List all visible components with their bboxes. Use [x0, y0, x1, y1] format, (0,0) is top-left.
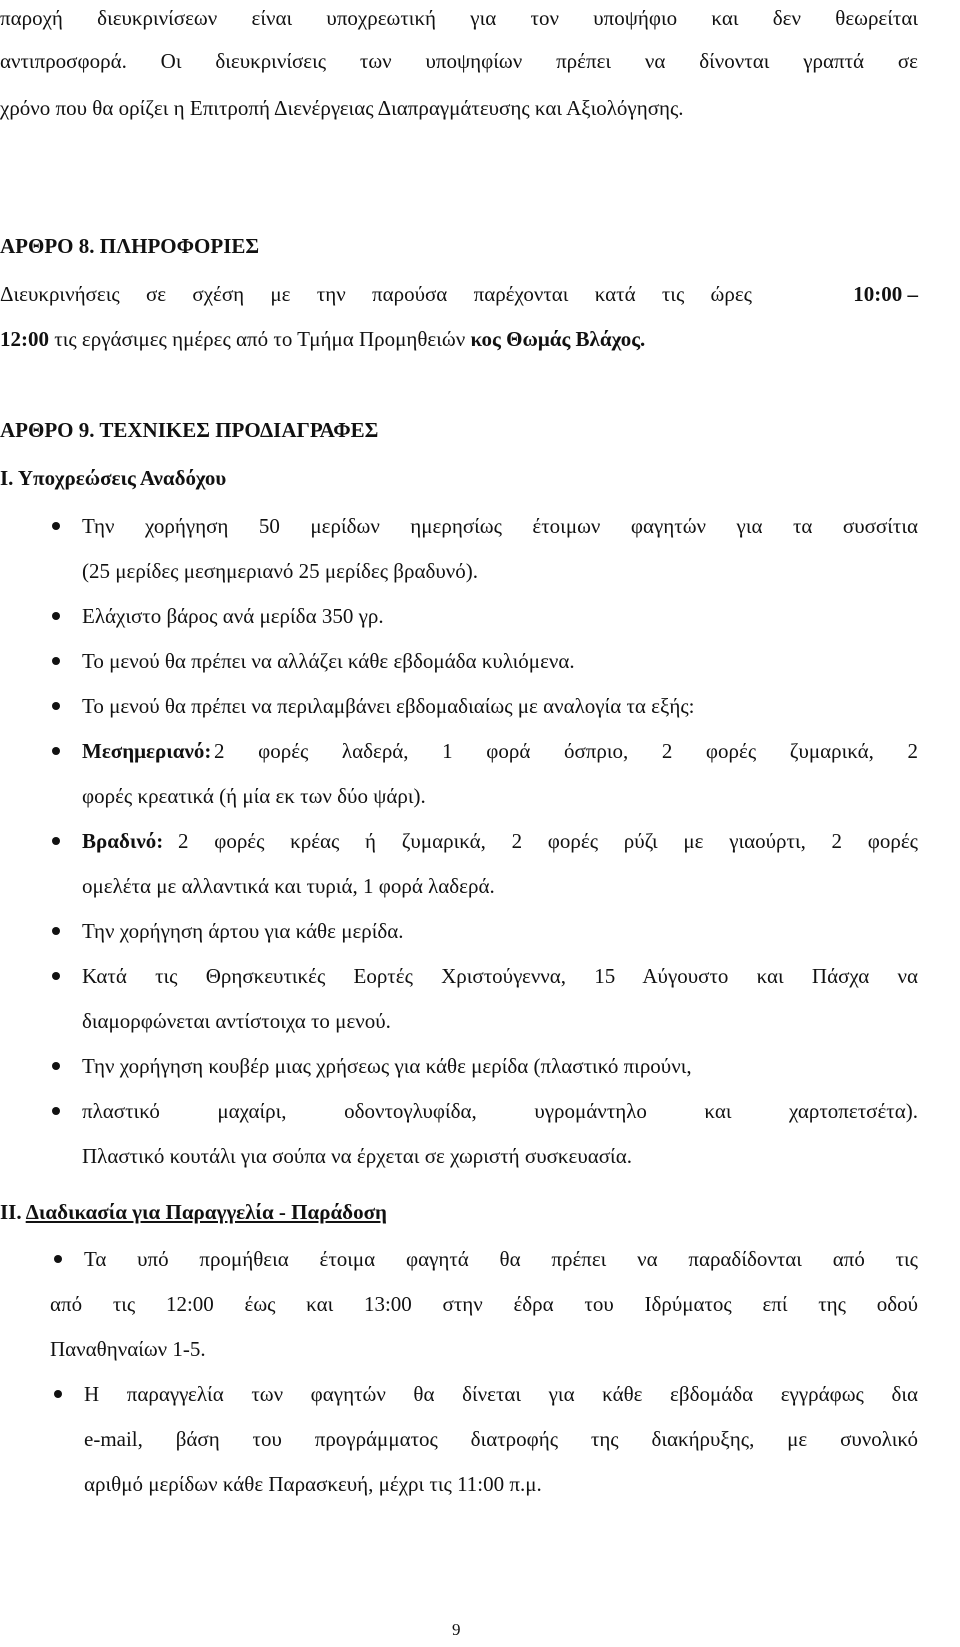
- bullet-3: Το μενού θα πρέπει να αλλάζει κάθε εβδομάδα κυλιόμενα.: [82, 649, 575, 673]
- bullet-icon: [52, 927, 60, 935]
- bullet-icon: [54, 1255, 62, 1263]
- bullet-8-line-2: διαμορφώνεται αντίστοιχα το μενού.: [82, 1009, 391, 1033]
- article-8-hours-end: 12:00: [0, 327, 49, 351]
- bullet-2: Ελάχιστο βάρος ανά μερίδα 350 γρ.: [82, 604, 384, 628]
- bullet-1-line-1: Την χορήγηση 50 μερίδων ημερησίως έτοιμων φαγητών για τα συσσίτια: [82, 514, 918, 538]
- bullet-7: Την χορήγηση άρτου για κάθε μερίδα.: [82, 919, 404, 943]
- bullet-5-line-2: φορές κρεατικά (ή μία εκ των δύο ψάρι).: [82, 784, 426, 808]
- bullet-9: Την χορήγηση κουβέρ μιας χρήσεως για κάθε μερίδα (πλαστικό πιρούνι,: [82, 1054, 692, 1078]
- contact-person: κος Θωμάς Βλάχος.: [470, 327, 646, 351]
- dinner-text: 2 φορές κρέας ή ζυμαρικά, 2 φορές ρύζι με γιαούρτι, 2 φορές: [178, 829, 918, 853]
- section-2-number: ΙΙ.: [0, 1200, 26, 1224]
- bullet-icon: [52, 747, 60, 755]
- bullet-icon: [52, 522, 60, 530]
- bullet-icon: [52, 1107, 60, 1115]
- delivery-line-1: Τα υπό προμήθεια έτοιμα φαγητά θα πρέπει να παραδίδονται από τις: [84, 1247, 918, 1271]
- order-line-2: e-mail, βάση του προγράμματος διατροφής της διακήρυξης, με συνολικό: [84, 1427, 918, 1451]
- intro-line-2: αντιπροσφορά. Οι διευκρινίσεις των υποψηφίων πρέπει να δίνονται γραπτά σε: [0, 49, 918, 73]
- page-number: 9: [452, 1620, 461, 1639]
- bullet-6-line-2: ομελέτα με αλλαντικά και τυριά, 1 φορά λαδερά.: [82, 874, 495, 898]
- lunch-label: Μεσημεριανό:: [82, 739, 212, 763]
- bullet-icon: [54, 1390, 62, 1398]
- intro-line-3: χρόνο που θα ορίζει η Επιτροπή Διενέργειας Διαπραγμάτευσης και Αξιολόγησης.: [0, 96, 684, 120]
- bullet-icon: [52, 1062, 60, 1070]
- bullet-icon: [52, 612, 60, 620]
- article-8-line-2-text: τις εργάσιμες ημέρες από το Τμήμα Προμηθειών: [49, 327, 471, 351]
- section-2-title-text: Διαδικασία για Παραγγελία - Παράδοση: [25, 1200, 387, 1224]
- bullet-icon: [52, 657, 60, 665]
- section-2-title: [0, 1198, 387, 1226]
- bullet-icon: [52, 837, 60, 845]
- delivery-line-2: από τις 12:00 έως και 13:00 στην έδρα του Ιδρύματος επί της οδού: [50, 1292, 918, 1316]
- dinner-label: Βραδινό:: [82, 829, 164, 853]
- lunch-text: 2 φορές λαδερά, 1 φορά όσπριο, 2 φορές ζυμαρικά, 2: [214, 739, 918, 763]
- bullet-4: Το μενού θα πρέπει να περιλαμβάνει εβδομαδιαίως με αναλογία τα εξής:: [82, 694, 695, 718]
- article-8-hours-start: 10:00 –: [853, 282, 918, 306]
- section-1-title: Ι. Υποχρεώσεις Αναδόχου: [0, 466, 227, 490]
- intro-line-1: παροχή διευκρινίσεων είναι υποχρεωτική για τον υποψήφιο και δεν θεωρείται: [0, 6, 918, 30]
- bullet-10-line-1: πλαστικό μαχαίρι, οδοντογλυφίδα, υγρομάντηλο και χαρτοπετσέτα).: [82, 1099, 918, 1123]
- order-line-1: Η παραγγελία των φαγητών θα δίνεται για κάθε εβδομάδα εγγράφως δια: [84, 1382, 918, 1406]
- bullet-icon: [52, 702, 60, 710]
- bullet-8-line-1: Κατά τις Θρησκευτικές Εορτές Χριστούγεννα, 15 Αύγουστο και Πάσχα να: [82, 964, 918, 988]
- order-line-3: αριθμό μερίδων κάθε Παρασκευή, μέχρι τις 11:00 π.μ.: [84, 1472, 542, 1496]
- article-8-heading: ΑΡΘΡΟ 8. ΠΛΗΡΟΦΟΡΙΕΣ: [0, 234, 260, 258]
- article-8-line-2: [0, 325, 645, 353]
- article-9-heading: ΑΡΘΡΟ 9. ΤΕΧΝΙΚΕΣ ΠΡΟΔΙΑΓΡΑΦΕΣ: [0, 418, 379, 442]
- bullet-icon: [52, 972, 60, 980]
- article-8-line-1-text: Διευκρινήσεις σε σχέση με την παρούσα παρέχονται κατά τις ώρες: [0, 282, 752, 306]
- bullet-10-line-2: Πλαστικό κουτάλι για σούπα να έρχεται σε χωριστή συσκευασία.: [82, 1144, 632, 1168]
- bullet-1-line-2: (25 μερίδες μεσημεριανό 25 μερίδες βραδυνό).: [82, 559, 478, 583]
- delivery-line-3: Παναθηναίων 1-5.: [50, 1337, 206, 1361]
